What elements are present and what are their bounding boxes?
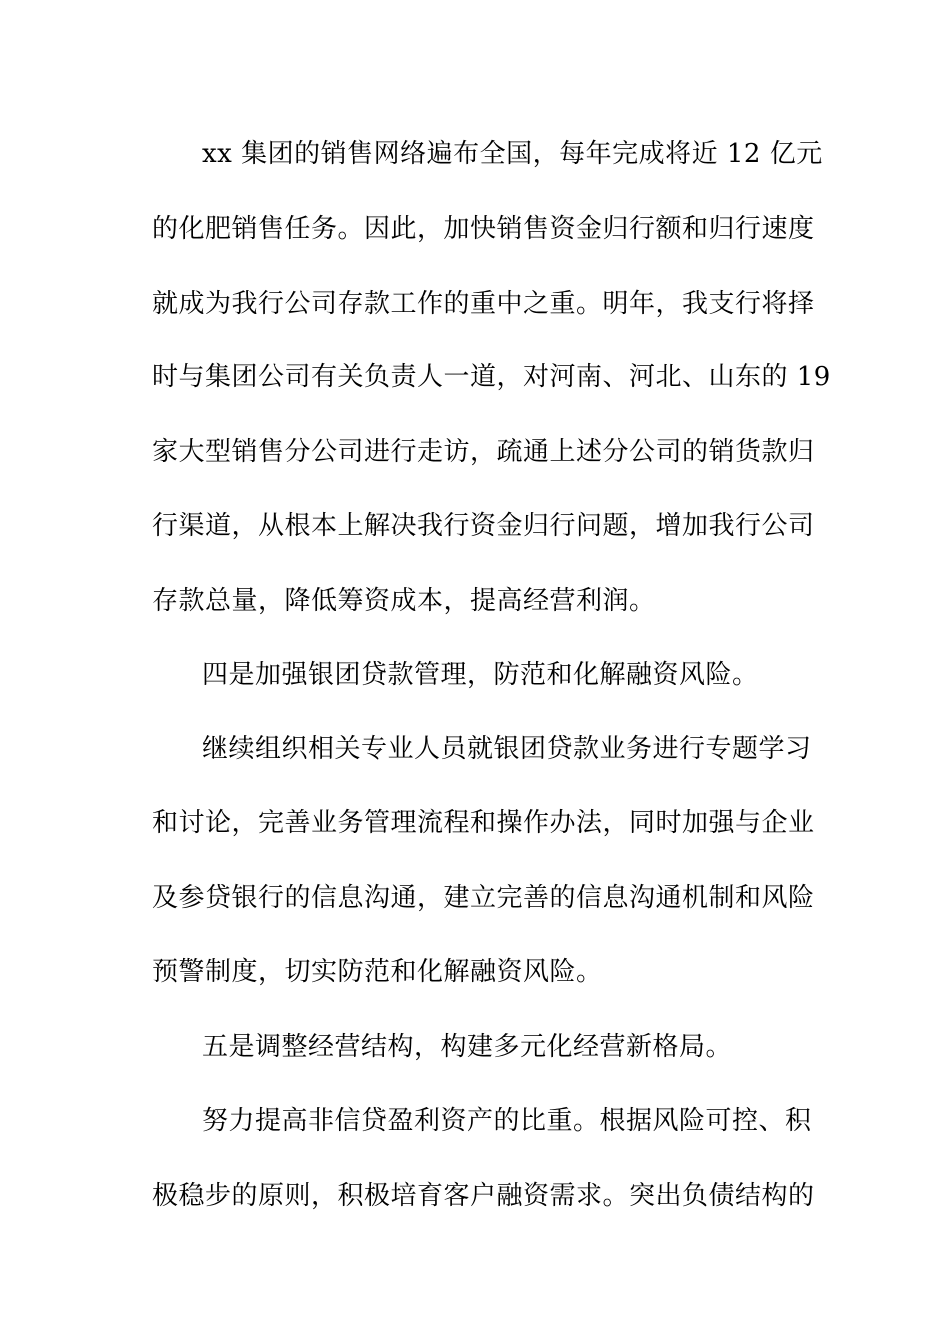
paragraph-line: 家大型销售分公司进行走访，疏通上述分公司的销货款归 — [152, 437, 815, 467]
paragraph-line: 预警制度，切实防范和化解融资风险。 — [152, 957, 603, 987]
paragraph-line: 继续组织相关专业人员就银团贷款业务进行专题学习 — [202, 734, 812, 764]
paragraph-line: 和讨论，完善业务管理流程和操作办法，同时加强与企业 — [152, 808, 815, 838]
paragraph-line: 努力提高非信贷盈利资产的比重。根据风险可控、积 — [202, 1106, 812, 1136]
paragraph-line: 及参贷银行的信息沟通，建立完善的信息沟通机制和风险 — [152, 883, 815, 913]
paragraph-line: 的化肥销售任务。因此，加快销售资金归行额和归行速度 — [152, 214, 815, 244]
paragraph-line: 行渠道，从根本上解决我行资金归行问题，增加我行公司 — [152, 511, 815, 541]
paragraph-line: 时与集团公司有关负责人一道，对河南、河北、山东的 19 — [152, 362, 831, 392]
section-heading-five: 五是调整经营结构，构建多元化经营新格局。 — [202, 1032, 733, 1062]
paragraph-line: 存款总量，降低筹资成本，提高经营利润。 — [152, 586, 656, 616]
paragraph-line: 就成为我行公司存款工作的重中之重。明年，我支行将择 — [152, 289, 815, 319]
paragraph-line: 极稳步的原则，积极培育客户融资需求。突出负债结构的 — [152, 1181, 815, 1211]
section-heading-four: 四是加强银团贷款管理，防范和化解融资风险。 — [202, 660, 759, 690]
paragraph-line: xx 集团的销售网络遍布全国，每年完成将近 12 亿元 — [202, 139, 823, 169]
